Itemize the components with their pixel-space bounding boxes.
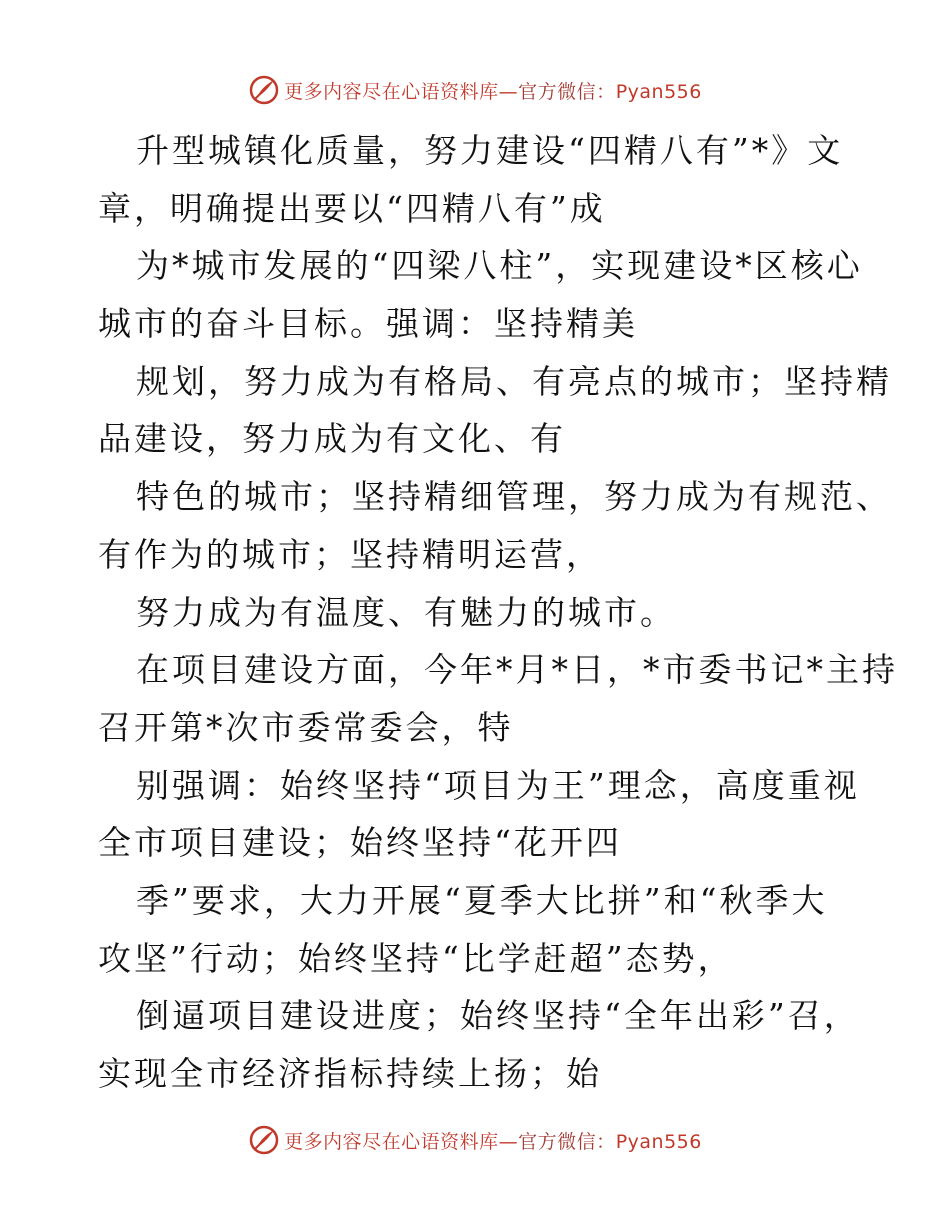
footer-watermark-banner	[0, 1122, 950, 1158]
text-line-3: 为*城市发展的“四梁八柱”，实现建设*区核心	[136, 246, 863, 286]
watermark-wechat-label: 官方微信：	[518, 80, 616, 103]
watermark-wechat-id: Pyan556	[615, 1130, 702, 1153]
text-line-1: 升型城镇化质量，努力建设“四精八有”*》文	[136, 131, 844, 170]
watermark-wechat-label: 官方微信：	[518, 1130, 616, 1153]
text-line-10: 在项目建设方面，今年*月*日，*市委书记*主持	[136, 650, 898, 690]
text-line-14: 季”要求，大力开展“夏季大比拼”和“秋季大	[136, 880, 828, 920]
text-line-12: 别强调：始终坚持“项目为王”理念，高度重视	[136, 765, 860, 805]
text-line-9: 努力成为有温度、有魅力的城市。	[136, 592, 676, 632]
text-line-2: 章，明确提出要以“四精八有”成	[98, 188, 606, 228]
header-watermark-text	[284, 77, 702, 104]
feather-pen-logo-icon	[248, 74, 280, 106]
text-line-13: 全市项目建设；始终坚持“花开四	[98, 823, 622, 863]
watermark-wechat-id: Pyan556	[615, 80, 702, 103]
text-line-16: 倒逼项目建设进度；始终坚持“全年出彩”召，	[136, 996, 860, 1036]
document-body	[98, 122, 898, 1103]
text-line-15: 攻坚”行动；始终坚持“比学赶超”态势，	[98, 938, 734, 978]
watermark-dash: —	[498, 80, 519, 103]
text-line-6: 品建设，努力成为有文化、有	[98, 419, 566, 459]
text-line-7: 特色的城市；坚持精细管理，努力成为有规范、	[136, 477, 892, 517]
footer-watermark-text	[284, 1127, 702, 1154]
watermark-main-text: 更多内容尽在心语资料库	[284, 80, 499, 103]
feather-pen-logo-icon	[248, 1124, 280, 1156]
watermark-dash: —	[498, 1130, 519, 1153]
text-line-5: 规划，努力成为有格局、有亮点的城市；坚持精	[136, 361, 892, 401]
text-line-8: 有作为的城市；坚持精明运营，	[98, 534, 602, 574]
text-line-4: 城市的奋斗目标。强调：坚持精美	[98, 304, 638, 344]
watermark-main-text: 更多内容尽在心语资料库	[284, 1130, 499, 1153]
text-line-17: 实现全市经济指标持续上扬；始	[98, 1054, 602, 1093]
header-watermark-banner	[0, 72, 950, 108]
text-line-11: 召开第*次市委常委会，特	[98, 707, 514, 747]
